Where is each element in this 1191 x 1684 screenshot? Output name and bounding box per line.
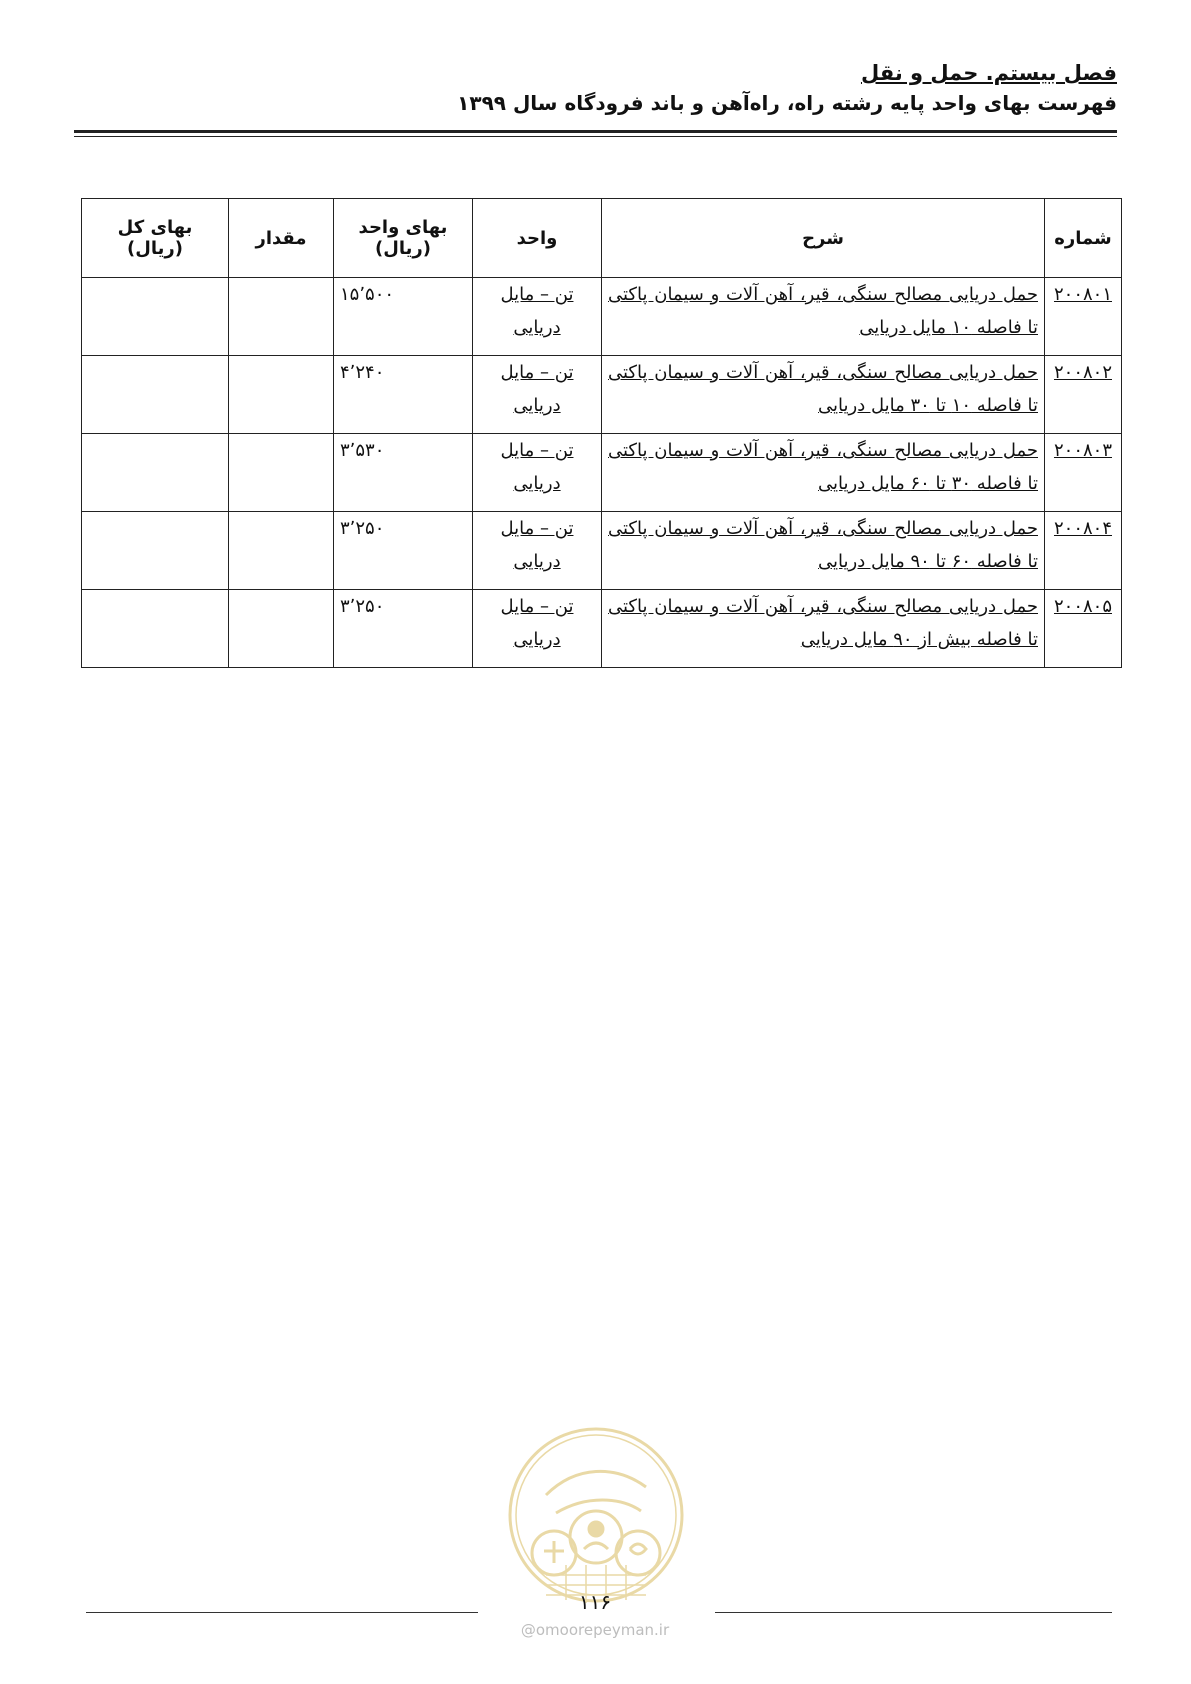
item-quantity [229,278,334,356]
item-unit: تن – مایل دریایی [473,356,602,434]
item-total-price [82,278,229,356]
item-total-price [82,356,229,434]
col-header-quantity: مقدار [229,199,334,278]
chapter-title: فصل بیستم. حمل و نقل [860,61,1117,85]
item-total-price [82,434,229,512]
table-row [82,356,1122,434]
item-description: حمل دریایی مصالح سنگی، قیر، آهن آلات و سیمان پاکتی تا فاصله ۳۰ تا ۶۰ مایل دریایی [602,434,1045,512]
col-header-number: شماره [1045,199,1122,278]
footer-rule-left [86,1612,478,1613]
item-description: حمل دریایی مصالح سنگی، قیر، آهن آلات و سیمان پاکتی تا فاصله ۶۰ تا ۹۰ مایل دریایی [602,512,1045,590]
col-header-description: شرح [602,199,1045,278]
item-number: ۲۰۰۸۰۴ [1045,512,1122,590]
watermark-logo-icon [506,1425,686,1605]
item-unit-price: ۴٬۲۴۰ [334,356,473,434]
table-row [82,590,1122,668]
col-header-total-price: بهای کل (ریال) [82,199,229,278]
item-number: ۲۰۰۸۰۳ [1045,434,1122,512]
item-unit: تن – مایل دریایی [473,434,602,512]
item-description: حمل دریایی مصالح سنگی، قیر، آهن آلات و سیمان پاکتی تا فاصله بیش از ۹۰ مایل دریایی [602,590,1045,668]
item-unit: تن – مایل دریایی [473,512,602,590]
item-unit-price: ۳٬۵۳۰ [334,434,473,512]
header-rule-thin [74,136,1117,137]
table-header-row [82,199,1122,278]
col-header-unit-price: بهای واحد (ریال) [334,199,473,278]
item-unit: تن – مایل دریایی [473,278,602,356]
item-total-price [82,512,229,590]
item-quantity [229,512,334,590]
table-row [82,278,1122,356]
item-total-price [82,590,229,668]
document-subtitle: فهرست بهای واحد پایه رشته راه، راه‌آهن و باند فرودگاه سال ۱۳۹۹ [457,91,1117,115]
item-unit: تن – مایل دریایی [473,590,602,668]
item-unit-price: ۳٬۲۵۰ [334,590,473,668]
watermark-url: @omoorepeyman.ir [520,1621,670,1639]
item-description: حمل دریایی مصالح سنگی، قیر، آهن آلات و سیمان پاکتی تا فاصله ۱۰ مایل دریایی [602,278,1045,356]
item-description: حمل دریایی مصالح سنگی، قیر، آهن آلات و سیمان پاکتی تا فاصله ۱۰ تا ۳۰ مایل دریایی [602,356,1045,434]
item-unit-price: ۱۵٬۵۰۰ [334,278,473,356]
table-row [82,512,1122,590]
header-rule-thick [74,130,1117,133]
item-number: ۲۰۰۸۰۱ [1045,278,1122,356]
item-number: ۲۰۰۸۰۵ [1045,590,1122,668]
footer-rule-right [715,1612,1112,1613]
item-number: ۲۰۰۸۰۲ [1045,356,1122,434]
page-number: ۱۱۶ [578,1590,612,1614]
col-header-unit: واحد [473,199,602,278]
item-quantity [229,434,334,512]
item-unit-price: ۳٬۲۵۰ [334,512,473,590]
table-row [82,434,1122,512]
item-quantity [229,590,334,668]
price-list-table [81,198,1122,668]
item-quantity [229,356,334,434]
page-header [74,58,1117,118]
